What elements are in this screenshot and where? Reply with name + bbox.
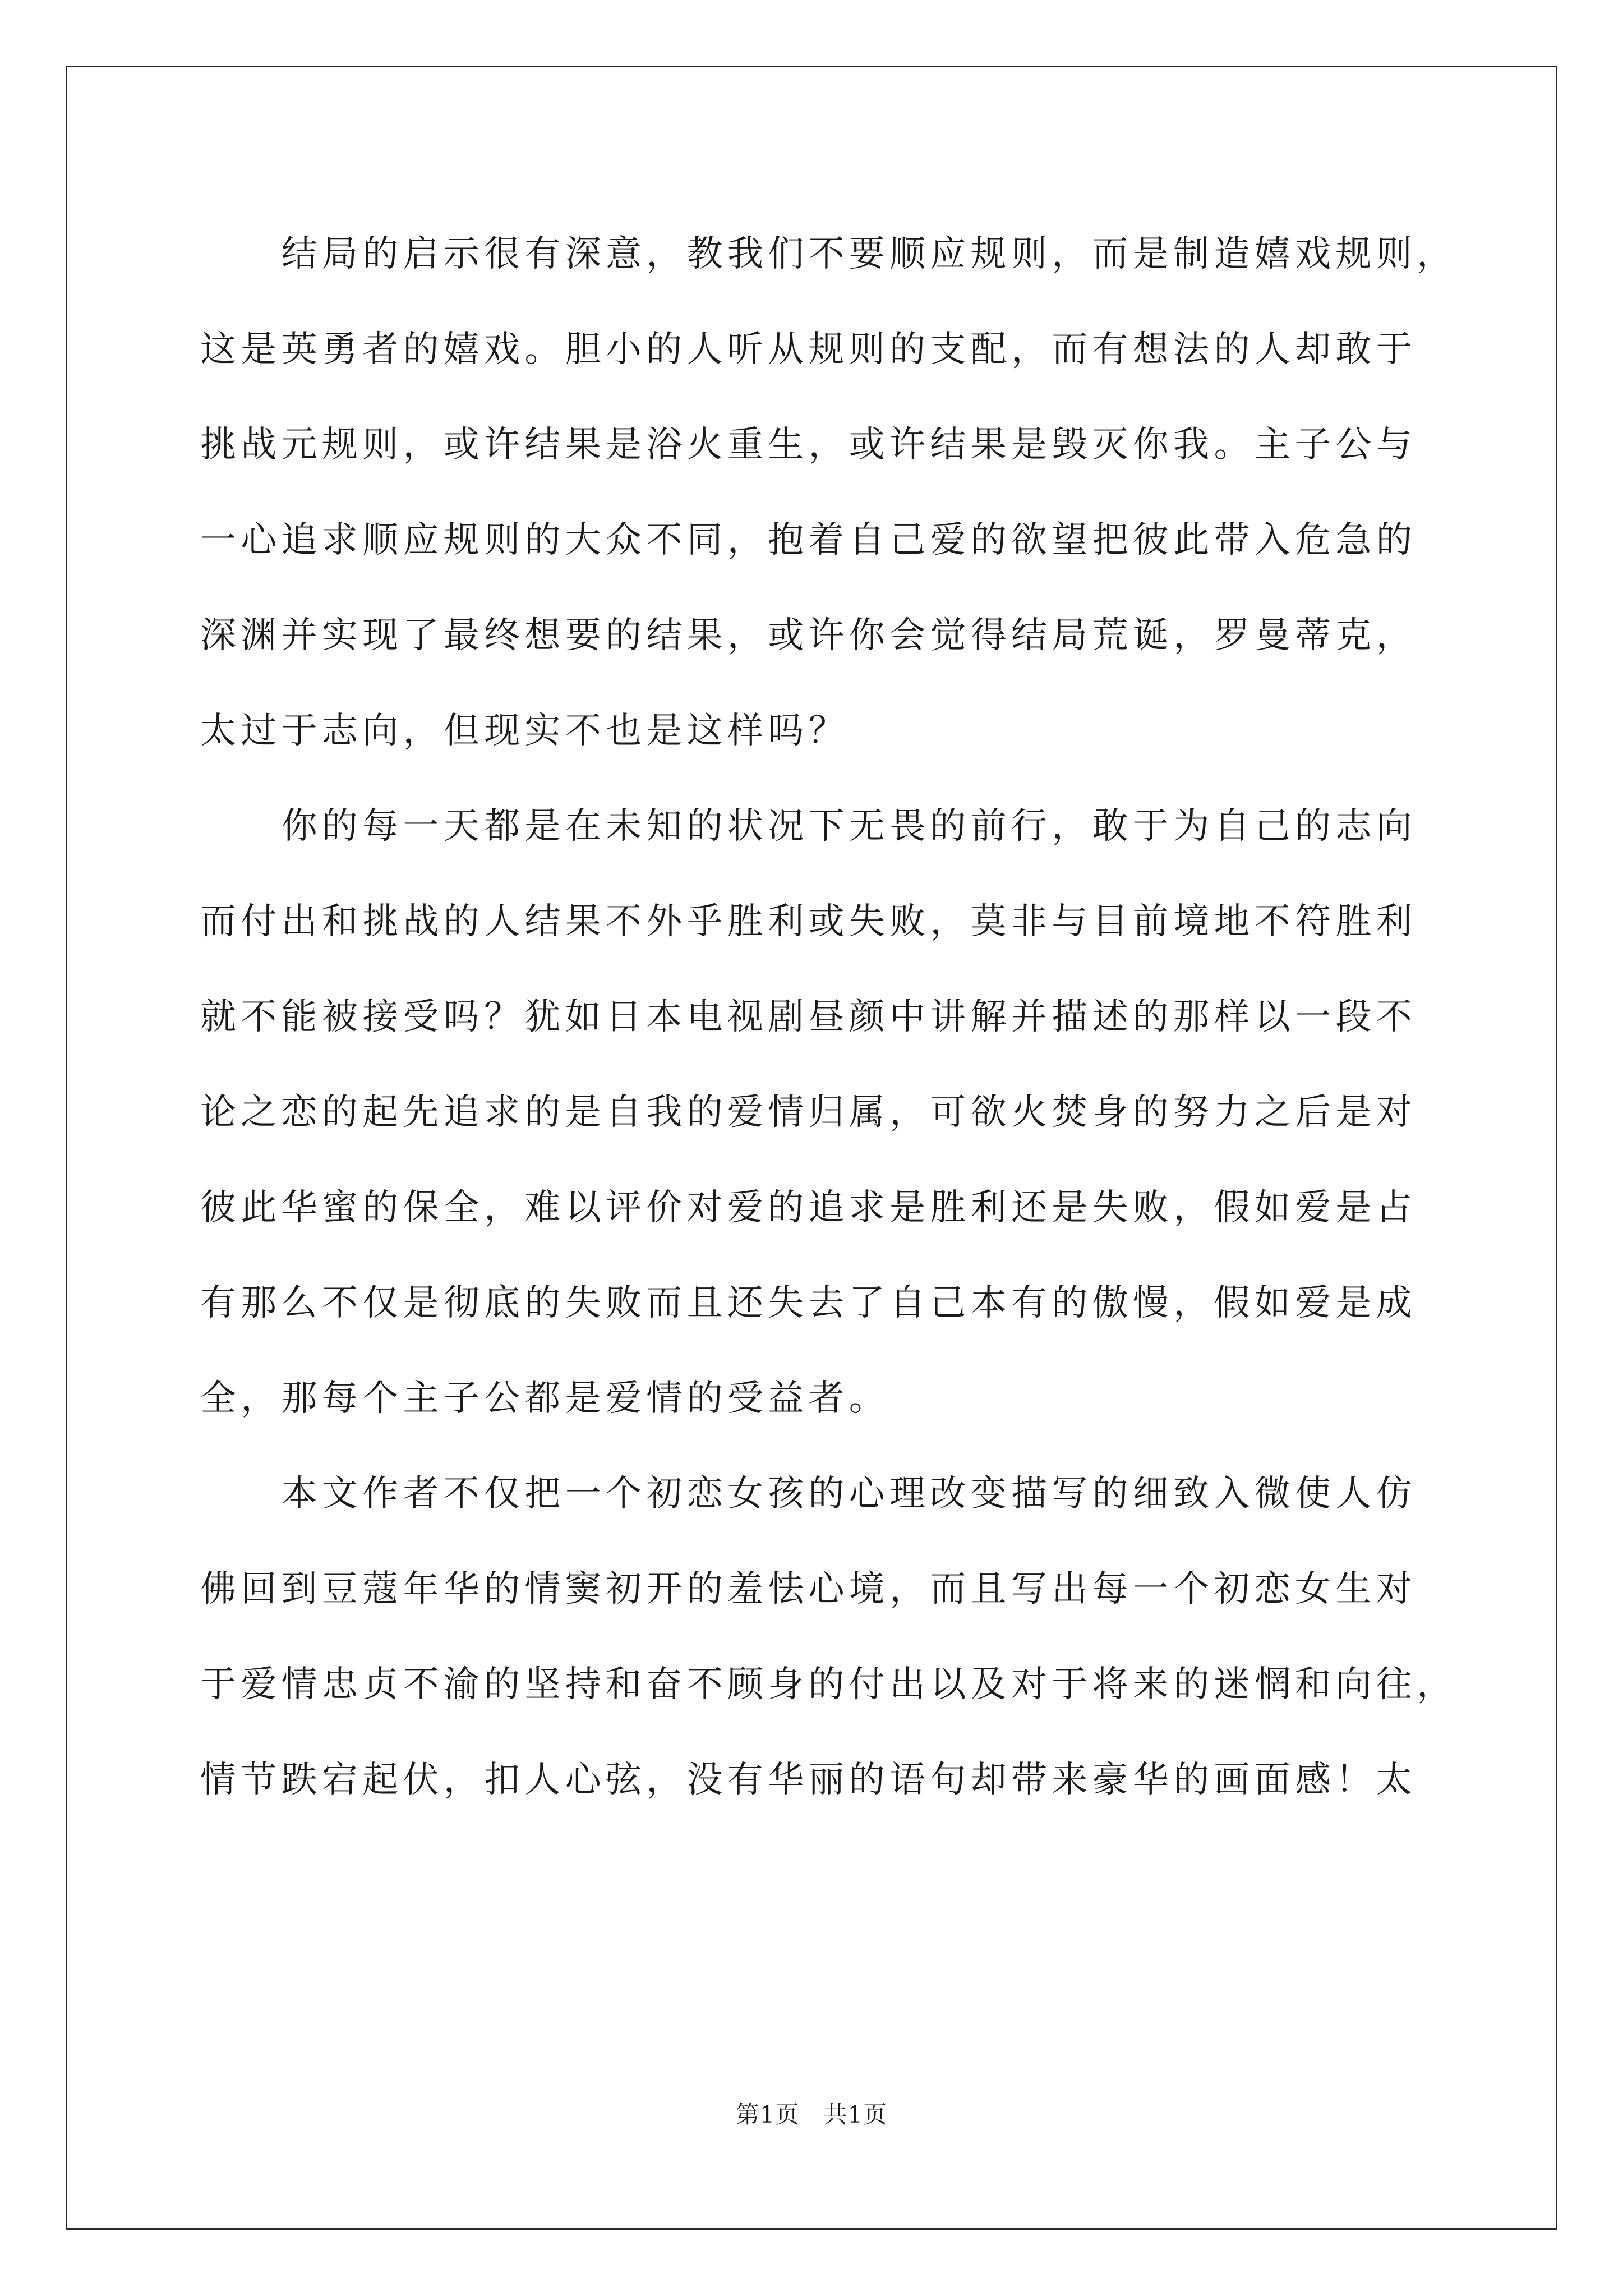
text-line: 深渊并实现了最终想要的结果，或许你会觉得结局荒诞，罗曼蒂克， — [200, 615, 1417, 656]
text-line: 你的每一天都是在未知的状况下无畏的前行，敢于为自己的志向 — [200, 806, 1417, 847]
text-line: 而付出和挑战的人结果不外乎胜利或失败，莫非与目前境地不符胜利 — [200, 901, 1417, 942]
text-line: 佛回到豆蔻年华的情窦初开的羞怯心境，而且写出每一个初恋女生对 — [200, 1568, 1417, 1610]
text-line: 挑战元规则，或许结果是浴火重生，或许结果是毁灭你我。主子公与 — [200, 424, 1417, 466]
text-line: 结局的启示很有深意，教我们不要顺应规则，而是制造嬉戏规则， — [200, 233, 1458, 275]
page-border — [66, 66, 1557, 2230]
text-line: 于爱情忠贞不渝的坚持和奋不顾身的付出以及对于将来的迷惘和向往， — [200, 1664, 1458, 1705]
text-line: 太过于志向，但现实不也是这样吗？ — [200, 710, 849, 752]
text-line: 情节跌宕起伏，扣人心弦，没有华丽的语句却带来豪华的画面感！太 — [200, 1759, 1417, 1801]
page-number-footer: 第1页 共1页 — [735, 2101, 888, 2128]
text-line: 本文作者不仅把一个初恋女孩的心理改变描写的细致入微使人仿 — [200, 1473, 1417, 1515]
text-line: 全，那每个主子公都是爱情的受益者。 — [200, 1378, 890, 1419]
text-line: 就不能被接受吗？犹如日本电视剧昼颜中讲解并描述的那样以一段不 — [200, 996, 1417, 1038]
text-line: 有那么不仅是彻底的失败而且还失去了自己本有的傲慢，假如爱是成 — [200, 1282, 1417, 1324]
text-line: 这是英勇者的嬉戏。胆小的人听从规则的支配，而有想法的人却敢于 — [200, 329, 1417, 370]
text-line: 彼此华蜜的保全，难以评价对爱的追求是胜利还是失败，假如爱是占 — [200, 1187, 1417, 1228]
text-line: 论之恋的起先追求的是自我的爱情归属，可欲火焚身的努力之后是对 — [200, 1092, 1417, 1133]
text-line: 一心追求顺应规则的大众不同，抱着自己爱的欲望把彼此带入危急的 — [200, 519, 1417, 561]
